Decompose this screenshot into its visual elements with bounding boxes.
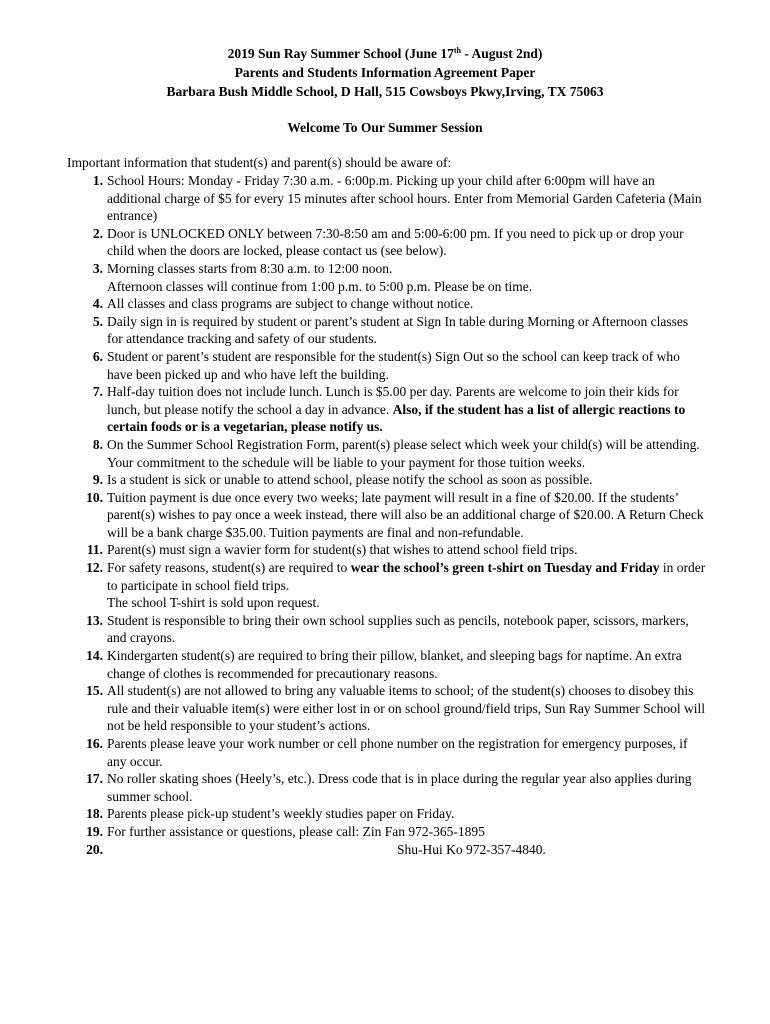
item-text: All student(s) are not allowed to bring any valuable items to school; of the student(s) chooses to disobey this rule and their valuable item(s) were either lost in or on school ground/field trips, Sun Ray Summer School will not be held responsible to your student’s actions. [107, 683, 706, 734]
item-text: Parent(s) must sign a wavier form for student(s) that wishes to attend school field trips. [107, 542, 578, 558]
item-text: Tuition payment is due once every two weeks; late payment will result in a fine of $20.00. If the students’ parent(s) wishes to pay once a week instead, there will also be an additional charge of $20.00. A Return Check will be a bank charge $35.00. Tuition payments are final and non-refundable. [107, 489, 704, 540]
list-item [67, 770, 707, 805]
list-item [67, 225, 707, 260]
item-text: No roller skating shoes (Heely’s, etc.). Dress code that is in place during the regular year also applies during summer school. [107, 771, 692, 804]
item-number: 4. [92, 296, 103, 312]
item-number: 12. [86, 560, 103, 576]
list-item [67, 436, 707, 471]
list-item [67, 295, 707, 313]
list-item [67, 805, 707, 823]
item-text: Door is UNLOCKED ONLY between 7:30-8:50 am and 5:00-6:00 pm. If you need to pick up or drop your child when the doors are locked, please contact us (see below). [107, 225, 684, 259]
item-text: Kindergarten student(s) are required to bring their pillow, blanket, and sleeping bags for naptime. An extra change of clothes is recommended for precautionary reasons. [107, 648, 682, 681]
item-number: 8. [92, 436, 103, 452]
welcome-heading: Welcome To Our Summer Session [287, 120, 483, 135]
list-item [67, 172, 707, 225]
item-text: For further assistance or questions, please call: Zin Fan 972-365-1895 [107, 823, 485, 839]
item-text: Student or parent’s student are responsible for the student(s) Sign Out so the school can keep track of who have been picked up and who have left the building. [107, 348, 680, 382]
item-number: 16. [86, 736, 103, 751]
allergy-notice: Also, if the student has a list of allergic reactions to certain foods or is a vegetarian, please notify us. [107, 401, 686, 435]
item-text: Morning classes starts from 8:30 a.m. to 12:00 noon. [107, 260, 393, 276]
list-item [67, 647, 707, 682]
second-contact: Shu-Hui Ko 972-357-4840. [397, 841, 546, 857]
item-number: 13. [86, 612, 103, 628]
list-item [67, 841, 707, 859]
list-item [67, 541, 707, 559]
item-number: 19. [86, 823, 103, 839]
item-number: 14. [86, 648, 103, 664]
item-text: All classes and class programs are subject to change without notice. [107, 296, 474, 312]
item-text: Student is responsible to bring their own school supplies such as pencils, notebook paper, scissors, markers, and crayons. [107, 612, 689, 646]
school-address: Barbara Bush Middle School, D Hall, 515 Cowsboys Pkwy,Irving, TX 75063 [166, 84, 604, 99]
item-number: 7. [92, 384, 103, 400]
item-text: School Hours: Monday - Friday 7:30 a.m. - 6:00p.m. Picking up your child after 6:00pm will have an additional charge of $5 for every 15 minutes after school hours. Enter from Memorial Garden Cafeteria (Main entrance) [107, 173, 702, 224]
item-text: On the Summer School Registration Form, parent(s) please select which week your child(s) will be attending. Your commitment to the schedule will be liable to your payment for those tuition weeks. [107, 436, 700, 470]
item-text: Parents please pick-up student’s weekly studies paper on Friday. [107, 806, 455, 822]
list-item [67, 682, 707, 735]
document-title: 2019 Sun Ray Summer School (June 17th - August 2nd) [227, 46, 543, 61]
item-number: 18. [86, 806, 103, 822]
item-number: 9. [92, 472, 103, 488]
item-text: Parents please leave your work number or cell phone number on the registration for emergency purposes, if any occur. [107, 736, 688, 769]
item-number: 15. [86, 683, 103, 699]
list-item [67, 489, 707, 542]
item-continuation: Afternoon classes will continue from 1:00 p.m. to 5:00 p.m. Please be on time. [107, 278, 533, 294]
intro-text: Important information that student(s) and parent(s) should be aware of: [67, 155, 452, 170]
item-text [107, 841, 707, 859]
item-number: 1. [92, 173, 103, 188]
information-list [67, 172, 707, 858]
list-item [67, 313, 707, 348]
item-number: 6. [92, 348, 103, 364]
item-number: 2. [92, 225, 103, 241]
document-subtitle: Parents and Students Information Agreement Paper [234, 65, 536, 80]
item-text: For safety reasons, student(s) are required to wear the school’s green t-shirt on Tuesday and Friday in order to participate in school field trips. [107, 560, 706, 593]
list-item [67, 471, 707, 489]
tshirt-requirement: wear the school’s green t-shirt on Tuesday and Friday [350, 560, 660, 576]
item-number: 3. [92, 260, 103, 276]
item-text: Daily sign in is required by student or parent’s student at Sign In table during Morning or Afternoon classes for attendance tracking and safety of our students. [107, 313, 689, 347]
item-number: 5. [92, 313, 103, 329]
document-header [0, 44, 770, 101]
list-item [67, 612, 707, 647]
item-text: Half-day tuition does not include lunch. Lunch is $5.00 per day. Parents are welcome to join their kids for lunch, but please notify the school a day in advance. Also, if the student has a list of allergic reactions to certain foods or is a vegetarian, please notify us. [107, 384, 686, 435]
list-item [67, 383, 707, 436]
item-text: Is a student is sick or unable to attend school, please notify the school as soon as possible. [107, 472, 593, 488]
item-number: 10. [86, 489, 103, 505]
item-number: 17. [86, 771, 103, 787]
list-item [67, 260, 707, 295]
list-item [67, 823, 707, 841]
list-item [67, 348, 707, 383]
title-superscript: th [453, 46, 461, 55]
list-item [67, 559, 707, 612]
item-number: 20. [86, 841, 103, 857]
list-item [67, 735, 707, 770]
item-continuation: The school T-shirt is sold upon request. [107, 595, 320, 611]
item-number: 11. [86, 542, 103, 558]
